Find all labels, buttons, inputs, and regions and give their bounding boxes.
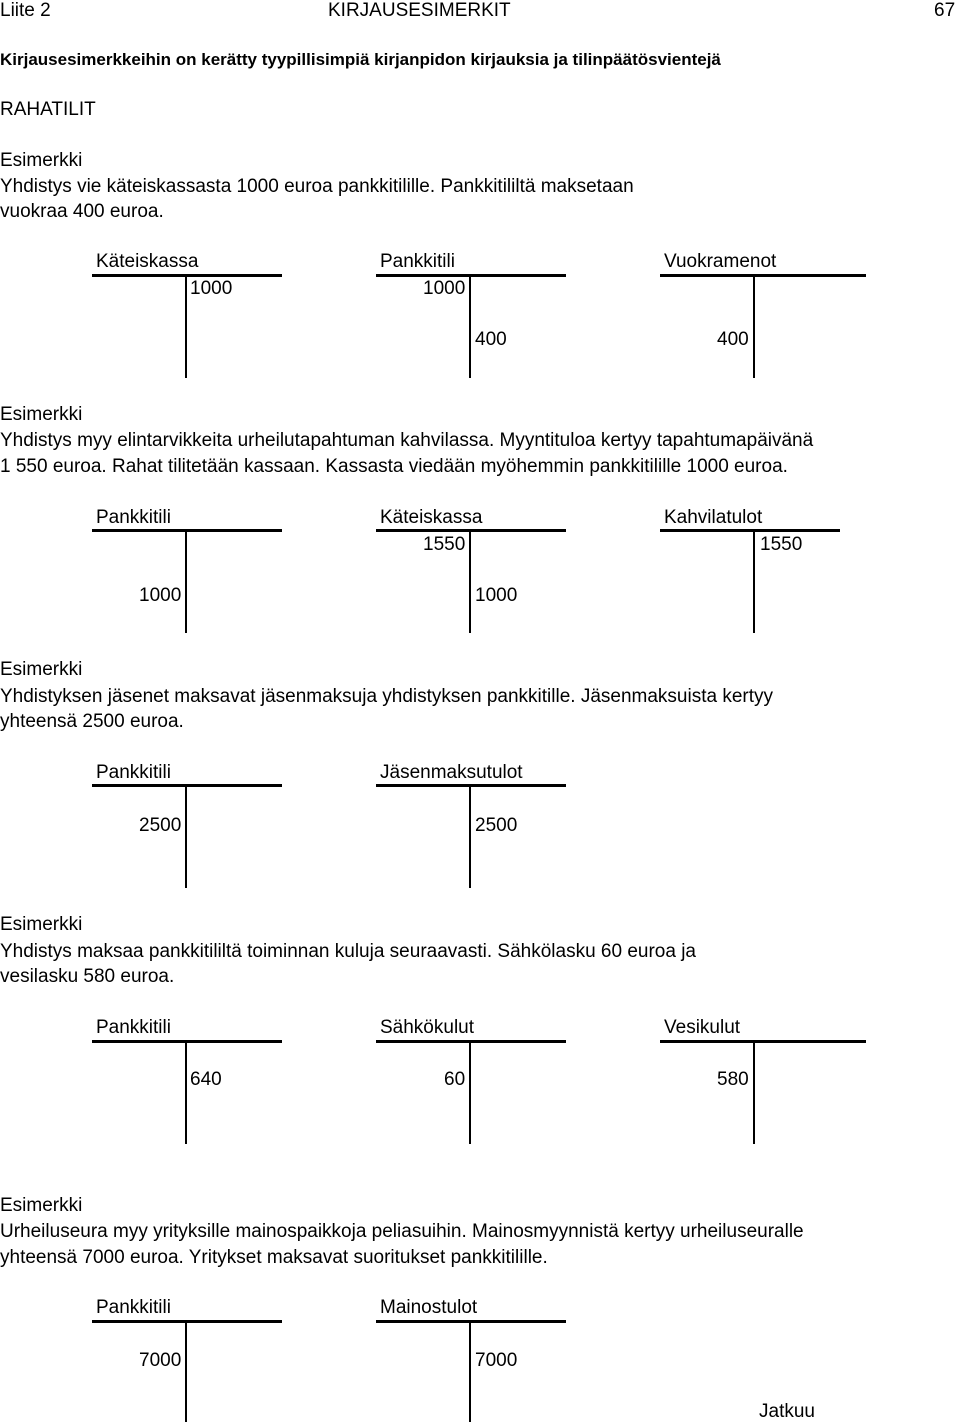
account-name: Käteiskassa (96, 251, 199, 272)
section-title: RAHATILIT (0, 99, 96, 120)
account-name: Pankkitili (380, 251, 455, 272)
example-text-line: vesilasku 580 euroa. (0, 966, 175, 987)
account-name: Käteiskassa (380, 507, 483, 528)
t-account-top-line (376, 1320, 566, 1323)
account-name: Pankkitili (96, 762, 171, 783)
t-account-divider (469, 786, 471, 888)
t-account-top-line (660, 1040, 866, 1043)
example-text-line: Yhdistys myy elintarvikkeita urheilutapahtuman kahvilassa. Myyntituloa kertyy tapahtumapäivänä (0, 430, 814, 451)
account-entry: 7000 (475, 1350, 518, 1371)
t-account-divider (185, 1042, 187, 1144)
example-text-line: Urheiluseura myy yrityksille mainospaikkoja peliasuihin. Mainosmyynnistä kertyy urheiluseuralle (0, 1221, 804, 1242)
continues-label: Jatkuu (759, 1401, 815, 1422)
example-heading: Esimerkki (0, 914, 83, 935)
t-account-top-line (660, 529, 840, 532)
example-heading: Esimerkki (0, 1195, 83, 1216)
example-text-line: yhteensä 7000 euroa. Yritykset maksavat suoritukset pankkitilille. (0, 1247, 548, 1268)
example-heading: Esimerkki (0, 404, 83, 425)
t-account-divider (185, 786, 187, 888)
account-entry: 1550 (423, 534, 466, 555)
t-account-divider (469, 531, 471, 633)
t-account-divider (753, 276, 755, 378)
example-text-line: Yhdistyksen jäsenet maksavat jäsenmaksuja yhdistyksen pankkitille. Jäsenmaksuista kertyy (0, 686, 774, 707)
account-entry: 1000 (139, 585, 182, 606)
t-account-divider (469, 276, 471, 378)
account-entry: 400 (475, 329, 507, 350)
account-entry: 1000 (475, 585, 518, 606)
account-entry: 640 (190, 1069, 222, 1090)
account-name: Mainostulot (380, 1297, 478, 1318)
example-text-line: vuokraa 400 euroa. (0, 201, 164, 222)
account-entry: 580 (717, 1069, 749, 1090)
account-name: Jäsenmaksutulot (380, 762, 523, 783)
t-account-top-line (660, 274, 866, 277)
account-entry: 2500 (139, 815, 182, 836)
t-account-divider (185, 1322, 187, 1422)
t-account-top-line (92, 529, 282, 532)
t-account-top-line (92, 1040, 282, 1043)
account-name: Vesikulut (664, 1017, 741, 1038)
account-name: Pankkitili (96, 1297, 171, 1318)
page-number: 67 (934, 0, 956, 21)
t-account-divider (753, 531, 755, 633)
account-entry: 7000 (139, 1350, 182, 1371)
intro-text: Kirjausesimerkkeihin on kerätty tyypillisimpiä kirjanpidon kirjauksia ja tilinpäätösvientejä (0, 50, 721, 69)
account-entry: 1000 (423, 278, 466, 299)
account-entry: 1000 (190, 278, 233, 299)
example-heading: Esimerkki (0, 659, 83, 680)
account-name: Pankkitili (96, 507, 171, 528)
example-text-line: yhteensä 2500 euroa. (0, 711, 184, 732)
t-account-top-line (92, 274, 282, 277)
account-name: Kahvilatulot (664, 507, 763, 528)
account-entry: 60 (444, 1069, 466, 1090)
t-account-divider (185, 531, 187, 633)
account-name: Pankkitili (96, 1017, 171, 1038)
account-name: Sähkökulut (380, 1017, 475, 1038)
example-heading: Esimerkki (0, 150, 83, 171)
t-account-divider (185, 276, 187, 378)
t-account-top-line (92, 784, 282, 787)
appendix-label: Liite 2 (0, 0, 51, 21)
example-text-line: 1 550 euroa. Rahat tilitetään kassaan. Kassasta viedään myöhemmin pankkitilille 1000 euroa. (0, 456, 788, 477)
t-account-divider (753, 1042, 755, 1144)
t-account-divider (469, 1042, 471, 1144)
account-entry: 400 (717, 329, 749, 350)
t-account-top-line (92, 1320, 282, 1323)
example-text-line: Yhdistys maksaa pankkitililtä toiminnan kuluja seuraavasti. Sähkölasku 60 euroa ja (0, 941, 696, 962)
t-account-top-line (376, 1040, 566, 1043)
account-name: Vuokramenot (664, 251, 777, 272)
t-account-top-line (376, 529, 566, 532)
t-account-top-line (376, 784, 566, 787)
account-entry: 1550 (760, 534, 803, 555)
example-text-line: Yhdistys vie käteiskassasta 1000 euroa pankkitilille. Pankkitililtä maksetaan (0, 176, 634, 197)
account-entry: 2500 (475, 815, 518, 836)
t-account-divider (469, 1322, 471, 1422)
t-account-top-line (376, 274, 566, 277)
page-title: KIRJAUSESIMERKIT (328, 0, 511, 21)
